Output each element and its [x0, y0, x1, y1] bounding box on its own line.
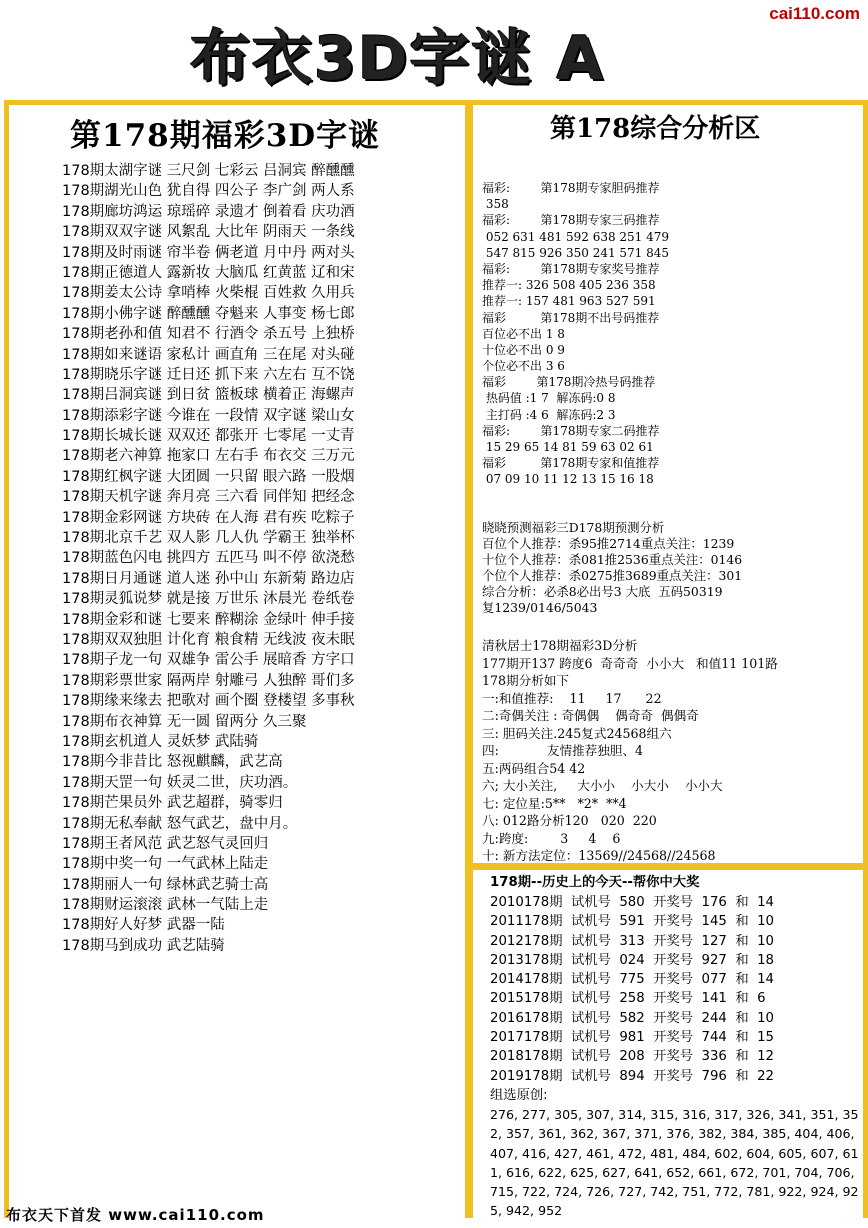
- riddle-row: 178期芒果员外 武艺超群，骑零归: [62, 795, 283, 812]
- xiaoxiao-forecast: [482, 520, 862, 617]
- analysis-line: 九:跨度: 3 4 6: [482, 830, 621, 846]
- analysis-line: 百位必不出 1 8: [482, 326, 565, 341]
- riddle-row: 178期老孙和值 知君不 行酒令 杀五号 上独桥: [62, 326, 355, 343]
- riddle-row: 178期姜太公诗 拿哨棒 火柴棍 百姓救 久用兵: [62, 285, 355, 302]
- group-select-numbers: 276, 277, 305, 307, 314, 315, 316, 317, 326, 341, 351, 352, 357, 361, 362, 367, 371, 376, 382, 384, 385, 404, 406, 407, 416, 427, 461, 472, 481, 484, 602, 604, 605, 607, 611, 616, 622, 625, 627, 641, 652, 661, 672, 701, 704, 706, 715, 722, 724, 726, 727, 742, 751, 772, 781, 922, 924, 925, 942, 952: [490, 1107, 859, 1219]
- analysis-line: 六; 大小关注, 大小小 小大小 小小大: [482, 778, 723, 793]
- riddle-row: 178期蓝色闪电 挑四方 五匹马 叫不停 欲浇愁: [62, 550, 355, 567]
- analysis-line: 十位必不出 0 9: [482, 342, 565, 357]
- analysis-line: 清秋居士178期福彩3D分析: [482, 638, 638, 653]
- footer-credit: 布衣天下首发 www.cai110.com: [6, 1206, 265, 1224]
- riddle-row: 178期小佛字谜 醉醺醺 夺魁来 人事变 杨七郎: [62, 305, 355, 322]
- analysis-line: 547 815 926 350 241 571 845: [482, 245, 670, 260]
- riddle-row: 178期丽人一句 绿林武艺骑士高: [62, 876, 269, 893]
- riddle-row: 178期及时雨谜 帘半卷 俩老道 月中丹 两对头: [62, 244, 355, 261]
- forecast-line: 十位个人推荐：杀081推2536重点关注：0146: [482, 552, 743, 568]
- history-today: [490, 872, 862, 1220]
- riddle-row: 178期正德道人 露新妆 大脑瓜 红黄蓝 辽和宋: [62, 264, 355, 281]
- riddle-row: 178期好人好梦 武器一陆: [62, 917, 225, 934]
- analysis-line: 358: [482, 197, 509, 212]
- forecast-line: 综合分析：必杀8必出号3 大底 五码50319: [482, 584, 723, 600]
- riddle-row: 178期无私奉献 怒气武艺，盘中月。: [62, 815, 298, 832]
- group-select-label: 组选原创:: [490, 1087, 548, 1103]
- analysis-line: 四: 友情推荐独胆、4: [482, 743, 644, 758]
- expert-recommendations: [482, 180, 862, 488]
- history-row: 2010178期 试机号 580 开奖号 176 和 14: [490, 895, 774, 910]
- banner-title: 布衣3D字谜 A: [190, 24, 605, 94]
- forecast-line: 晓晓预测福彩三D178期预测分析: [482, 520, 665, 535]
- riddle-row: 178期子龙一句 双雄争 雷公手 展暗香 方字口: [62, 652, 355, 669]
- riddle-row: 178期中奖一句 一气武林上陆走: [62, 856, 269, 873]
- analysis-line: 福彩 第178期专家和值推荐: [482, 456, 660, 471]
- analysis-line: 三: 胆码关注.245复式24568组六: [482, 725, 672, 741]
- riddle-row: 178期北京千艺 双人影 几人仇 学霸王 独举杯: [62, 530, 355, 547]
- analysis-line: 177期开137 跨度6 奇奇奇 小小大 和值11 101路: [482, 655, 778, 671]
- history-title: 178期--历史上的今天--帮你中大奖: [490, 875, 700, 890]
- forecast-line: 百位个人推荐：杀95推2714重点关注：1239: [482, 536, 735, 552]
- history-row: 2012178期 试机号 313 开奖号 127 和 10: [490, 933, 774, 949]
- riddle-row: 178期红枫字谜 大团圆 一只留 眼六路 一股烟: [62, 468, 355, 485]
- analysis-line: 七: 定位星:5** *2* **4: [482, 795, 627, 811]
- riddle-row: 178期太湖字谜 三尺剑 七彩云 吕洞宾 醉醺醺: [62, 163, 355, 179]
- riddle-row: 178期灵狐说梦 就是接 万世乐 沐晨光 卷纸卷: [62, 591, 355, 608]
- analysis-line: 二:奇偶关注 : 奇偶偶 偶奇奇 偶偶奇: [482, 708, 699, 723]
- riddle-row: 178期如来谜语 家私计 画直角 三在尾 对头碰: [62, 346, 355, 363]
- history-row: 2017178期 试机号 981 开奖号 744 和 15: [490, 1030, 774, 1046]
- site-url[interactable]: cai110.com: [769, 4, 860, 23]
- riddle-row: 178期湖光山色 犹自得 四公子 李广剑 两人系: [62, 183, 355, 200]
- history-row: 2011178期 试机号 591 开奖号 145 和 10: [490, 914, 774, 930]
- history-row: 2013178期 试机号 024 开奖号 927 和 18: [490, 952, 774, 968]
- riddle-row: 178期吕洞宾谜 到日贫 篮板球 横着正 海螺声: [62, 387, 355, 404]
- history-row: 2018178期 试机号 208 开奖号 336 和 12: [490, 1049, 774, 1065]
- analysis-line: 主打码 :4 6 解冻码:2 3: [482, 407, 616, 422]
- analysis-line: 福彩: 第178期专家胆码推荐: [482, 181, 660, 195]
- riddle-row: 178期廊坊鸿运 琼瑶碎 录遗才 倒着看 庆功酒: [62, 203, 355, 220]
- forecast-line: 复1239/0146/5043: [482, 600, 598, 616]
- riddle-row: 178期晓乐字谜 迁日还 抓下来 六左右 互不饶: [62, 366, 355, 383]
- analysis-line: 八: 012路分析120 020 220: [482, 813, 657, 828]
- riddle-row: 178期天罡一句 妖灵二世，庆功酒。: [62, 774, 298, 791]
- analysis-line: 15 29 65 14 81 59 63 02 61: [482, 440, 654, 454]
- history-row: 2014178期 试机号 775 开奖号 077 和 14: [490, 972, 774, 988]
- analysis-line: 178期分析如下: [482, 673, 570, 688]
- forecast-line: 个位个人推荐：杀0275推3689重点关注：301: [482, 568, 743, 584]
- riddle-row: 178期财运滚滚 武林一气陆上走: [62, 897, 269, 914]
- riddle-list: [62, 161, 462, 956]
- riddle-row: 178期布衣神算 无一圆 留两分 久三聚: [62, 713, 307, 730]
- analysis-line: 一:和值推荐: 11 17 22: [482, 690, 662, 706]
- riddle-row: 178期长城长谜 双双还 都张开 七零尾 一丈青: [62, 428, 355, 445]
- riddle-row: 178期添彩字谜 今谁在 一段情 双字谜 梁山女: [62, 407, 355, 424]
- riddle-row: 178期金彩网谜 方块砖 在人海 君有疾 吃粽子: [62, 509, 355, 526]
- analysis-line: 福彩: 第178期专家三码推荐: [482, 213, 660, 228]
- riddle-row: 178期玄机道人 灵妖梦 武陆骑: [62, 733, 259, 750]
- analysis-line: 福彩 第178期不出号码推荐: [482, 310, 660, 325]
- history-row: 2016178期 试机号 582 开奖号 244 和 10: [490, 1010, 774, 1026]
- analysis-line: 推荐一: 157 481 963 527 591: [482, 294, 656, 309]
- analysis-line: 五:两码组合54 42: [482, 760, 586, 776]
- analysis-line: 十: 新方法定位：13569//24568//24568: [482, 848, 716, 863]
- riddle-row: 178期双双字谜 风絮乱 大比年 阴雨天 一条线: [62, 224, 355, 241]
- analysis-line: 福彩: 第178期专家二码推荐: [482, 423, 660, 438]
- analysis-panel-title: 第178综合分析区: [550, 114, 761, 144]
- history-row: 2019178期 试机号 894 开奖号 796 和 22: [490, 1068, 774, 1084]
- riddle-row: 178期彩票世家 隔两岸 射雕弓 人独醉 哥们多: [62, 672, 355, 689]
- riddle-row: 178期天机字谜 奔月亮 三六看 同伴知 把经念: [62, 489, 355, 506]
- riddle-row: 178期老六神算 拖家口 左右手 布衣交 三万元: [62, 448, 355, 465]
- riddle-row: 178期缘来缘去 把歌对 画个圈 登楼望 多事秋: [62, 693, 355, 710]
- riddle-row: 178期今非昔比 怒视麒麟，武艺高: [62, 754, 283, 771]
- history-rows: [490, 893, 862, 1086]
- analysis-line: 福彩 第178期冷热号码推荐: [482, 375, 656, 390]
- analysis-line: 07 09 10 11 12 13 15 16 18: [482, 472, 654, 487]
- analysis-line: 个位必不出 3 6: [482, 359, 565, 374]
- riddle-row: 178期金彩和谜 七要来 醉糊涂 金绿叶 伸手接: [62, 611, 355, 628]
- riddle-panel-title: 第178期福彩3D字谜: [70, 118, 381, 154]
- analysis-line: 福彩: 第178期专家奖号推荐: [482, 261, 660, 276]
- riddle-row: 178期双双独胆 计化育 粮食精 无线波 夜未眠: [62, 631, 355, 648]
- riddle-row: 178期王者风范 武艺怒气灵回归: [62, 835, 269, 852]
- history-row: 2015178期 试机号 258 开奖号 141 和 6: [490, 991, 766, 1007]
- analysis-line: 052 631 481 592 638 251 479: [482, 229, 670, 244]
- analysis-line: 推荐一: 326 508 405 236 358: [482, 278, 656, 293]
- riddle-row: 178期马到成功 武艺陆骑: [62, 937, 225, 954]
- qingqiu-analysis: [482, 637, 862, 865]
- riddle-row: 178期日月通谜 道人迷 孙中山 东新菊 路边店: [62, 570, 355, 587]
- analysis-line: 热码值 :1 7 解冻码:0 8: [482, 391, 616, 406]
